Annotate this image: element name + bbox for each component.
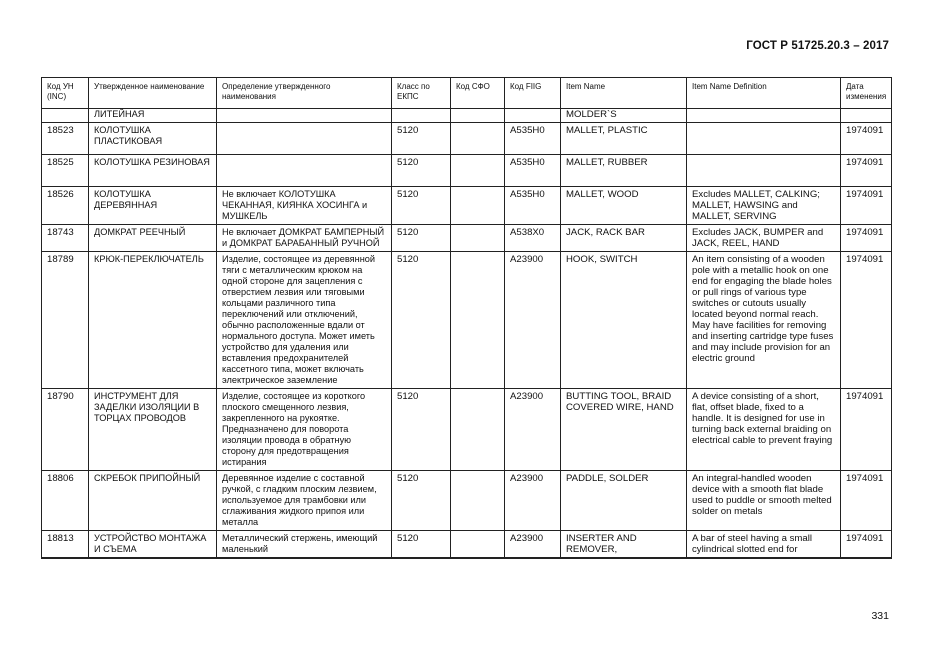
column-header-fiig: Код FIIG [505, 78, 561, 109]
cell-inc: 18813 [42, 531, 89, 559]
cell-item-definition [687, 123, 841, 155]
cell-fiig: A23900 [505, 471, 561, 531]
cell-approved-name: КОЛОТУШКА РЕЗИНОВАЯ [89, 155, 217, 187]
cell-change-date: 1974091 [841, 389, 892, 471]
cell-item-definition [687, 155, 841, 187]
cell-item-name: BUTTING TOOL, BRAID COVERED WIRE, HAND [561, 389, 687, 471]
classification-table [41, 77, 892, 559]
cell-approved-name: КОЛОТУШКА ДЕРЕВЯННАЯ [89, 187, 217, 225]
cell-sfo [451, 531, 505, 559]
cell-class: 5120 [392, 531, 451, 559]
cell-class [392, 109, 451, 123]
cell-item-name: MALLET, WOOD [561, 187, 687, 225]
cell-item-name: PADDLE, SOLDER [561, 471, 687, 531]
cell-item-name: MALLET, PLASTIC [561, 123, 687, 155]
column-header-item-definition: Item Name Definition [687, 78, 841, 109]
table-row [42, 155, 892, 187]
cell-name-definition: Металлический стержень, имеющий маленький [217, 531, 392, 559]
cell-approved-name: КОЛОТУШКА ПЛАСТИКОВАЯ [89, 123, 217, 155]
cell-name-definition: Не включает КОЛОТУШКА ЧЕКАННАЯ, КИЯНКА ХОСИНГА и МУШКЕЛЬ [217, 187, 392, 225]
cell-class: 5120 [392, 471, 451, 531]
table-row [42, 123, 892, 155]
cell-item-name: JACK, RACK BAR [561, 225, 687, 252]
cell-item-definition: A device consisting of a short, flat, offset blade, fixed to a handle. It is designed for use in turning back external braiding on electrical cable to prevent fraying [687, 389, 841, 471]
cell-item-definition: Excludes MALLET, CALKING; MALLET, HAWSING and MALLET, SERVING [687, 187, 841, 225]
table-row [42, 187, 892, 225]
cell-fiig: A23900 [505, 252, 561, 389]
cell-class: 5120 [392, 123, 451, 155]
cell-item-definition: An integral-handled wooden device with a smooth flat blade used to puddle or smooth melted solder on metals [687, 471, 841, 531]
cell-item-name: MOLDER`S [561, 109, 687, 123]
cell-sfo [451, 109, 505, 123]
column-header-sfo: Код СФО [451, 78, 505, 109]
cell-inc: 18806 [42, 471, 89, 531]
cell-item-definition: Excludes JACK, BUMPER and JACK, REEL, HAND [687, 225, 841, 252]
cell-item-name: INSERTER AND REMOVER, [561, 531, 687, 559]
cell-change-date: 1974091 [841, 252, 892, 389]
column-header-change-date: Дата изменения [841, 78, 892, 109]
cell-inc: 18523 [42, 123, 89, 155]
cell-sfo [451, 252, 505, 389]
cell-sfo [451, 155, 505, 187]
cell-change-date: 1974091 [841, 187, 892, 225]
column-header-class: Класс по ЕКПС [392, 78, 451, 109]
cell-fiig: A535H0 [505, 187, 561, 225]
column-header-inc: Код УН (INC) [42, 78, 89, 109]
cell-approved-name: УСТРОЙСТВО МОНТАЖА И СЪЕМА [89, 531, 217, 559]
table-row [42, 252, 892, 389]
cell-fiig: A23900 [505, 531, 561, 559]
cell-class: 5120 [392, 389, 451, 471]
cell-class: 5120 [392, 225, 451, 252]
cell-approved-name: КРЮК-ПЕРЕКЛЮЧАТЕЛЬ [89, 252, 217, 389]
cell-name-definition [217, 109, 392, 123]
table-header-row [42, 78, 892, 109]
table-row [42, 225, 892, 252]
column-header-approved-name: Утвержденное наименование [89, 78, 217, 109]
cell-inc: 18789 [42, 252, 89, 389]
column-header-name-definition: Определение утвержденного наименования [217, 78, 392, 109]
cell-change-date [841, 109, 892, 123]
cell-item-definition: A bar of steel having a small cylindrical slotted end for [687, 531, 841, 559]
cell-sfo [451, 225, 505, 252]
table-row [42, 109, 892, 123]
cell-class: 5120 [392, 155, 451, 187]
cell-name-definition: Изделие, состоящее из деревянной тяги с металлическим крюком на одной стороне для зацепления с отверстием лезвия или тяговыми кольцами различного типа переключений или отключений, обычно расположенные вдали от нормального доступа. Может иметь устройство для удаления или вставления предохранителей кассетного типа, может включать электрическое заземление [217, 252, 392, 389]
cell-sfo [451, 123, 505, 155]
cell-approved-name: ДОМКРАТ РЕЕЧНЫЙ [89, 225, 217, 252]
cell-inc [42, 109, 89, 123]
cell-change-date: 1974091 [841, 155, 892, 187]
cell-name-definition [217, 123, 392, 155]
cell-fiig: A535H0 [505, 123, 561, 155]
cell-inc: 18743 [42, 225, 89, 252]
cell-name-definition: Деревянное изделие с составной ручкой, с гладким плоским лезвием, используемое для трамбовки или сглаживания жидкого припоя или металла [217, 471, 392, 531]
cell-approved-name: ЛИТЕЙНАЯ [89, 109, 217, 123]
cell-sfo [451, 471, 505, 531]
cell-approved-name: СКРЕБОК ПРИПОЙНЫЙ [89, 471, 217, 531]
cell-fiig [505, 109, 561, 123]
cell-class: 5120 [392, 187, 451, 225]
cell-inc: 18526 [42, 187, 89, 225]
cell-change-date: 1974091 [841, 123, 892, 155]
cell-inc: 18525 [42, 155, 89, 187]
cell-item-name: MALLET, RUBBER [561, 155, 687, 187]
cell-name-definition: Не включает ДОМКРАТ БАМПЕРНЫЙ и ДОМКРАТ БАРАБАННЫЙ РУЧНОЙ [217, 225, 392, 252]
cell-change-date: 1974091 [841, 531, 892, 559]
cell-sfo [451, 389, 505, 471]
cell-fiig: A535H0 [505, 155, 561, 187]
table-row [42, 389, 892, 471]
cell-change-date: 1974091 [841, 225, 892, 252]
cell-item-definition [687, 109, 841, 123]
cell-change-date: 1974091 [841, 471, 892, 531]
document-standard-header: ГОСТ Р 51725.20.3 – 2017 [746, 40, 889, 52]
cell-name-definition [217, 155, 392, 187]
cell-fiig: A23900 [505, 389, 561, 471]
cell-approved-name: ИНСТРУМЕНТ ДЛЯ ЗАДЕЛКИ ИЗОЛЯЦИИ В ТОРЦАХ ПРОВОДОВ [89, 389, 217, 471]
table-row [42, 471, 892, 531]
cell-sfo [451, 187, 505, 225]
page-number: 331 [871, 610, 889, 622]
table-row [42, 531, 892, 559]
column-header-item-name: Item Name [561, 78, 687, 109]
cell-class: 5120 [392, 252, 451, 389]
cell-name-definition: Изделие, состоящее из короткого плоского смещенного лезвия, закрепленного на рукоятке. Предназначено для поворота изоляции провода в обратную сторону для предотвращения истирания [217, 389, 392, 471]
cell-item-definition: An item consisting of a wooden pole with a metallic hook on one end for engaging the blade holes or pull rings of various type switches or cutouts usually located beyond normal reach. May have facilities for removing and inserting cartridge type fuses and may include provision for an electric ground [687, 252, 841, 389]
cell-fiig: A538X0 [505, 225, 561, 252]
cell-item-name: HOOK, SWITCH [561, 252, 687, 389]
cell-inc: 18790 [42, 389, 89, 471]
